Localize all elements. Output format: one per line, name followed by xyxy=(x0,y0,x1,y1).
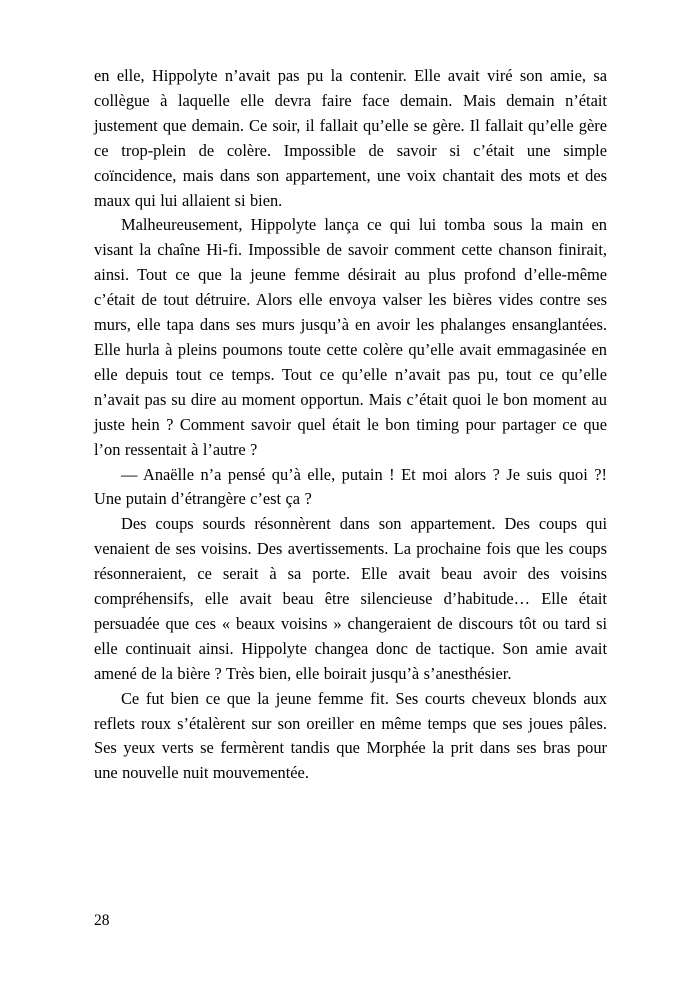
paragraph-4: Des coups sourds résonnèrent dans son appartement. Des coups qui venaient de ses voisins. Des avertissements. La prochaine fois que les coups résonneraient, ce serait à sa porte. Elle avait beau avoir des voisins compréhensifs, elle avait beau être silencieuse d’habitude… Elle était persuadée que ces « beaux voisins » changeraient de discours tôt ou tard si elle continuait ainsi. Hippolyte changea donc de tactique. Son amie avait amené de la bière ? Très bien, elle boirait jusqu’à s’anesthésier. xyxy=(94,514,607,683)
page-number: 28 xyxy=(94,912,110,929)
paragraph-1: en elle, Hippolyte n’avait pas pu la contenir. Elle avait viré son amie, sa collègue à laquelle elle devra faire face demain. Mais demain n’était justement que demain. Ce soir, il fallait qu’elle se gère. Il fallait qu’elle gère ce trop-plein de colère. Impossible de savoir si c’était une simple coïncidence, mais dans son appartement, une voix chantait des mots et des maux qui lui allaient si bien. xyxy=(94,66,607,210)
paragraph-5: Ce fut bien ce que la jeune femme fit. Ses courts cheveux blonds aux reflets roux s’étalèrent sur son oreiller en même temps que ses joues pâles. Ses yeux verts se fermèrent tandis que Morphée la prit dans ses bras pour une nouvelle nuit mouvementée. xyxy=(94,688,607,783)
paragraph-3-dialogue: — Anaëlle n’a pensé qu’à elle, putain ! Et moi alors ? Je suis quoi ?! Une putain d’étrangère c’est ça ? xyxy=(94,464,607,509)
page-text-block xyxy=(94,64,607,786)
paragraph-2: Malheureusement, Hippolyte lança ce qui lui tomba sous la main en visant la chaîne Hi-fi. Impossible de savoir comment cette chanson finirait, ainsi. Tout ce que la jeune femme désirait au plus profond d’elle-même c’était de tout détruire. Alors elle envoya valser les bières vides contre ses murs, elle tapa dans ses murs jusqu’à en avoir les phalanges ensanglantées. Elle hurla à pleins poumons toute cette colère qu’elle avait emmagasinée en elle depuis tout ce temps. Tout ce qu’elle n’avait pas pu, tout ce qu’elle n’avait pas su dire au moment opportun. Mais c’était quoi le bon moment au juste hein ? Comment savoir quel était le bon timing pour partager ce que l’on ressentait à l’autre ? xyxy=(94,215,607,459)
